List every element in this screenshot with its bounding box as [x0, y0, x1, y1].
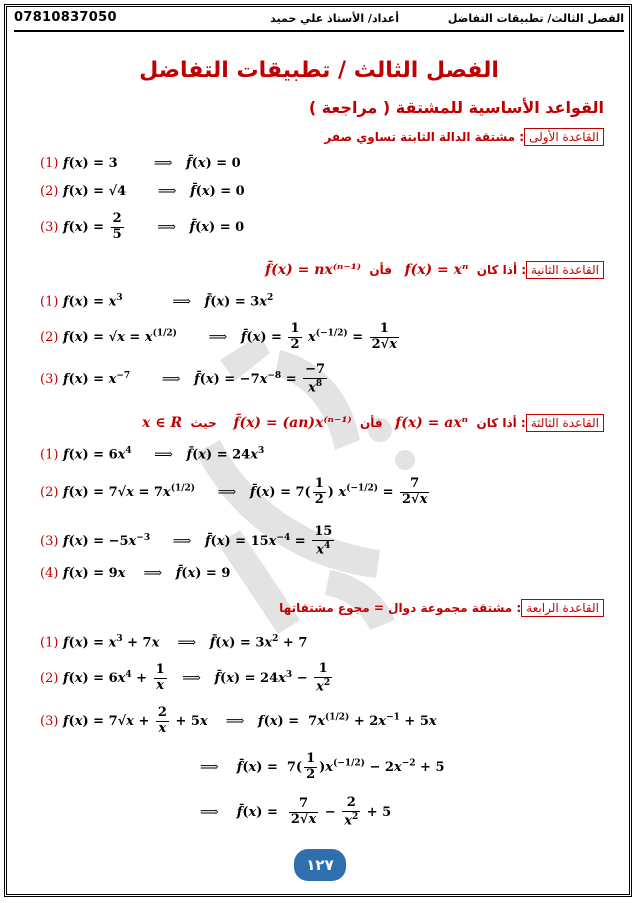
eq-r3-2: (2) $f(x) = 7√x = 7x^{(1/2)}$ ⟹ f̄(x) = 7( $\frac{1}{2}$ ) $x^{(-1/2)}$ = $\frac{7}{2√x}$ [40, 476, 428, 507]
eq-r1-3: (3) f(x) = $\frac{2}{5}$ ⟹ f̄(x) = 0 [40, 211, 245, 242]
eq-r1-2: (2) f(x) = √4 ⟹ f̄(x) = 0 [40, 184, 245, 199]
eq-r2-1: (1) $f(x) = x^3$ ⟹ f̄(x) = $3x^2$ [40, 293, 274, 310]
eq-r4-3-step2: ⟹ f̄(x) = 7( $\frac{1}{2}$ )$x^{(-1/2)} - 2x^{-2} + 5$ [200, 751, 445, 782]
rule-2-text: : أذا كان [476, 263, 527, 277]
header-chapter: الفصل الثالث/ تطبيقات التفاضل [447, 12, 624, 25]
header-author: أعداد/ الأستاذ علي حميد [270, 12, 399, 25]
rule-2-label: القاعدة الثانية [526, 261, 604, 279]
rule-3-label: القاعدة الثالثة [526, 414, 604, 432]
rule-1 [324, 130, 604, 144]
rule-3-domain: x ∈ R [142, 415, 183, 431]
eq-r2-3: (3) $f(x) = x^{-7}$ ⟹ f̄(x) = $-7x^{-8}$ = $\frac{-7}{x^8}$ [40, 362, 326, 396]
eq-r2-2: (2) $f(x) = √x = x^{(1/2)}$ ⟹ f̄(x) = $\frac{1}{2}$ $x^{(-1/2)}$ = $\frac{1}{2√x}$ [40, 321, 397, 352]
eq-r3-4: (4) f(x) = 9x ⟹ f̄(x) = 9 [40, 566, 231, 581]
rule-3-where: حيث [190, 416, 217, 430]
rule-3 [142, 415, 604, 431]
rule-3-result: f̄(x) = (an)x⁽ⁿ⁻¹⁾ [233, 415, 352, 431]
rule-4-label: القاعدة الرابعة [521, 599, 604, 617]
rule-2-then: فأن [369, 263, 393, 277]
header-divider [14, 30, 624, 32]
rule-3-text: : أذا كان [476, 416, 526, 430]
page-title: الفصل الثالث / تطبيقات التفاضل [139, 58, 499, 83]
header-phone: 07810837050 [14, 10, 117, 25]
rule-4-text: : مشتقة مجموعة دوال = مجوع مشتقاتها [279, 601, 522, 615]
page-number-badge: ١٢٧ [294, 849, 346, 881]
eq-r4-1: (1) $f(x) = x^3 + 7x$ ⟹ f̄(x) = $3x^2 + 7$ [40, 634, 308, 651]
eq-r4-2: (2) $f(x) = 6x^4$ + $\frac{1}{x}$ ⟹ f̄(x) = $24x^3$ − $\frac{1}{x^2}$ [40, 661, 331, 695]
rule-3-then: فأن [360, 416, 383, 430]
page-header [14, 10, 624, 28]
rule-3-cond: f(x) = axⁿ [395, 415, 469, 431]
rule-1-label: القاعدة الأولى [524, 128, 604, 146]
rule-2-result: f̄(x) = nx⁽ⁿ⁻¹⁾ [265, 262, 362, 278]
eq-r1-1: (1) f(x) = 3 ⟹ f̄(x) = 0 [40, 156, 241, 171]
rule-2 [265, 262, 604, 278]
eq-r4-3: (3) f(x) = 7√x + $\frac{2}{x}$ + 5x ⟹ $f(x) = 7x^{(1/2)} + 2x^{-1} + 5x$ [40, 705, 437, 736]
eq-r4-3-step3: ⟹ f̄(x) = $\frac{7}{2√x}$ − $\frac{2}{x^2}$ + 5 [200, 795, 392, 829]
rule-1-text: : مشتقة الدالة الثابتة تساوي صفر [324, 130, 525, 144]
rule-4 [279, 601, 604, 615]
rule-2-cond: f(x) = xⁿ [404, 262, 469, 278]
eq-r3-3: (3) $f(x) = -5x^{-3}$ ⟹ f̄(x) = $15x^{-4}$ = $\frac{15}{x^4}$ [40, 524, 333, 558]
eq-r3-1: (1) $f(x) = 6x^4$ ⟹ f̄(x) = $24x^3$ [40, 446, 265, 463]
section-heading: القواعد الأساسية للمشتقة ( مراجعة ) [308, 98, 604, 117]
